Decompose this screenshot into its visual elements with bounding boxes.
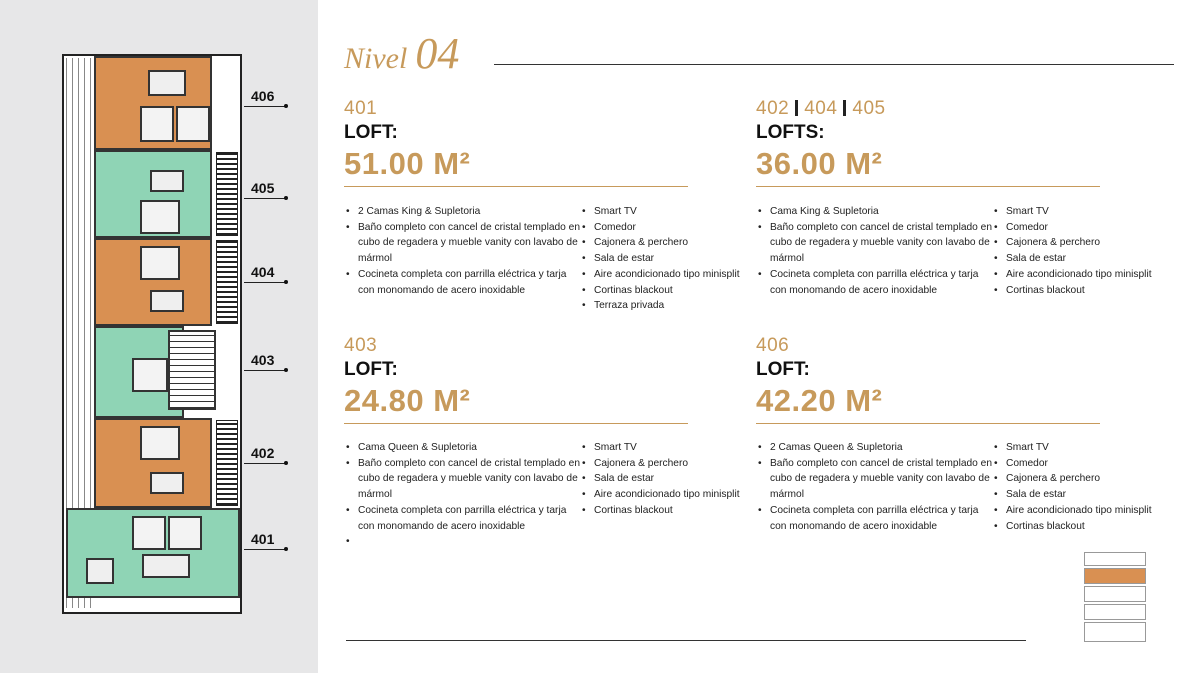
unit-type: LOFTS:	[756, 122, 825, 143]
plan-label-401: 401	[251, 531, 275, 547]
dining-table-icon	[148, 70, 186, 96]
floor-plan-panel	[0, 0, 318, 673]
feature-item: • Cama King & Supletoria	[770, 204, 992, 220]
unit-403-block	[344, 335, 688, 424]
features-list-right	[580, 440, 774, 534]
floor-rect	[1084, 586, 1146, 602]
feature-item: • Cocineta completa con parrilla eléctrica y tarja con monomando de acero inoxidable	[358, 267, 580, 298]
unit-402-404-405-block	[756, 98, 1100, 187]
feature-item: • 2 Camas Queen & Supletoria	[770, 440, 992, 456]
feature-item: • Baño completo con cancel de cristal templado en cubo de regadera y mueble vanity con lavabo de mármol	[358, 456, 580, 503]
unit-area: 42.20 M²	[756, 383, 883, 418]
feature-item: • Cocineta completa con parrilla eléctrica y tarja con monomando de acero inoxidable	[770, 503, 992, 534]
sofa-icon	[150, 290, 184, 312]
plan-leader-dot	[284, 461, 288, 465]
feature-item: • Smart TV	[594, 204, 774, 220]
feature-item: • Sala de estar	[1006, 487, 1186, 503]
features-list-right	[992, 204, 1186, 298]
title-word: Nivel	[344, 42, 408, 75]
plan-leader-dot	[284, 196, 288, 200]
feature-item: • Cocineta completa con parrilla eléctrica y tarja con monomando de acero inoxidable	[358, 503, 580, 534]
floor-plan	[62, 54, 242, 614]
feature-item: • Aire acondicionado tipo minisplit	[594, 267, 774, 283]
title-number: 04	[415, 29, 460, 78]
feature-item: • Comedor	[594, 220, 774, 236]
feature-item: • Sala de estar	[594, 471, 774, 487]
plan-leader-dot	[284, 368, 288, 372]
feature-item: • Aire acondicionado tipo minisplit	[594, 487, 774, 503]
plan-leader-line	[244, 106, 286, 107]
feature-item: • Cocineta completa con parrilla eléctrica y tarja con monomando de acero inoxidable	[770, 267, 992, 298]
feature-item: • Cama Queen & Supletoria	[358, 440, 580, 456]
feature-item: • Baño completo con cancel de cristal templado en cubo de regadera y mueble vanity con lavabo de mármol	[770, 220, 992, 267]
unit-area: 51.00 M²	[344, 146, 471, 181]
unit-405-plan	[94, 150, 212, 238]
feature-item: • Cajonera & perchero	[1006, 471, 1186, 487]
feature-item: • Sala de estar	[1006, 251, 1186, 267]
features-list-right	[580, 204, 774, 314]
feature-item: • Aire acondicionado tipo minisplit	[1006, 503, 1186, 519]
bed-icon	[168, 516, 202, 550]
dining-table-icon	[86, 558, 114, 584]
plan-label-402: 402	[251, 445, 275, 461]
unit-number: 403	[344, 335, 378, 356]
feature-item: • Sala de estar	[594, 251, 774, 267]
feature-item: • Cortinas blackout	[594, 283, 774, 299]
unit-area: 36.00 M²	[756, 146, 883, 181]
feature-item: • Baño completo con cancel de cristal templado en cubo de regadera y mueble vanity con lavabo de mármol	[358, 220, 580, 267]
bed-icon	[132, 358, 168, 392]
feature-item: • Cortinas blackout	[594, 503, 774, 519]
page-title	[344, 28, 459, 79]
unit-406-block	[756, 335, 1100, 424]
bed-icon	[140, 200, 180, 234]
feature-item: • Baño completo con cancel de cristal templado en cubo de regadera y mueble vanity con lavabo de mármol	[770, 456, 992, 503]
bed-icon	[140, 246, 180, 280]
unit-number: 402 404 405	[756, 98, 886, 119]
unit-406-plan	[94, 56, 212, 150]
plan-leader-dot	[284, 280, 288, 284]
title-divider	[494, 64, 1174, 65]
plan-leader-dot	[284, 104, 288, 108]
unit-402-404-405-features	[756, 204, 1186, 298]
feature-item: • 2 Camas King & Supletoria	[358, 204, 580, 220]
unit-type: LOFT:	[344, 122, 398, 143]
balcony-railing	[216, 420, 238, 506]
floor-rect	[1084, 552, 1146, 566]
unit-404-plan	[94, 238, 212, 326]
features-list-left	[756, 440, 992, 534]
unit-area: 24.80 M²	[344, 383, 471, 418]
plan-leader-dot	[284, 547, 288, 551]
feature-item: • Cajonera & perchero	[1006, 235, 1186, 251]
area-divider	[756, 186, 1100, 187]
feature-item: • Comedor	[1006, 456, 1186, 472]
bottom-divider	[346, 640, 1026, 641]
plan-leader-line	[244, 282, 286, 283]
feature-item: • Smart TV	[594, 440, 774, 456]
bed-icon	[140, 426, 180, 460]
bed-icon	[132, 516, 166, 550]
plan-leader-line	[244, 463, 286, 464]
area-divider	[344, 186, 688, 187]
feature-item: • Comedor	[1006, 220, 1186, 236]
feature-item: • Terraza privada	[594, 298, 774, 314]
balcony-railing	[216, 240, 238, 324]
floor-rect	[1084, 622, 1146, 642]
plan-leader-line	[244, 198, 286, 199]
unit-401-block	[344, 98, 688, 187]
sofa-icon	[142, 554, 190, 578]
feature-item: • Cortinas blackout	[1006, 283, 1186, 299]
plan-label-406: 406	[251, 88, 275, 104]
unit-number: 401	[344, 98, 378, 119]
features-list-left	[756, 204, 992, 298]
feature-item: • Smart TV	[1006, 440, 1186, 456]
floor-rect-highlight	[1084, 568, 1146, 584]
bed-icon	[140, 106, 174, 142]
feature-item: • Cortinas blackout	[1006, 519, 1186, 535]
features-list-left	[344, 204, 580, 314]
feature-item: • Smart TV	[1006, 204, 1186, 220]
unit-401-plan	[66, 508, 240, 598]
sofa-icon	[150, 472, 184, 494]
plan-label-403: 403	[251, 352, 275, 368]
plan-label-405: 405	[251, 180, 275, 196]
balcony-railing	[216, 152, 238, 236]
unit-403-features	[344, 440, 774, 534]
feature-item: • Cajonera & perchero	[594, 456, 774, 472]
feature-item: • Cajonera & perchero	[594, 235, 774, 251]
plan-leader-line	[244, 370, 286, 371]
unit-number: 406	[756, 335, 790, 356]
unit-402-plan	[94, 418, 212, 508]
building-elevation-icon	[1084, 552, 1146, 642]
features-list-left	[344, 440, 580, 534]
features-list-right	[992, 440, 1186, 534]
unit-type: LOFT:	[344, 359, 398, 380]
unit-401-features	[344, 204, 774, 314]
bed-icon	[176, 106, 210, 142]
unit-406-features	[756, 440, 1186, 534]
plan-label-404: 404	[251, 264, 275, 280]
stairwell	[168, 330, 216, 410]
area-divider	[344, 423, 688, 424]
feature-item: • Aire acondicionado tipo minisplit	[1006, 267, 1186, 283]
plan-leader-line	[244, 549, 286, 550]
area-divider	[756, 423, 1100, 424]
floor-rect	[1084, 604, 1146, 620]
unit-type: LOFT:	[756, 359, 810, 380]
sofa-icon	[150, 170, 184, 192]
